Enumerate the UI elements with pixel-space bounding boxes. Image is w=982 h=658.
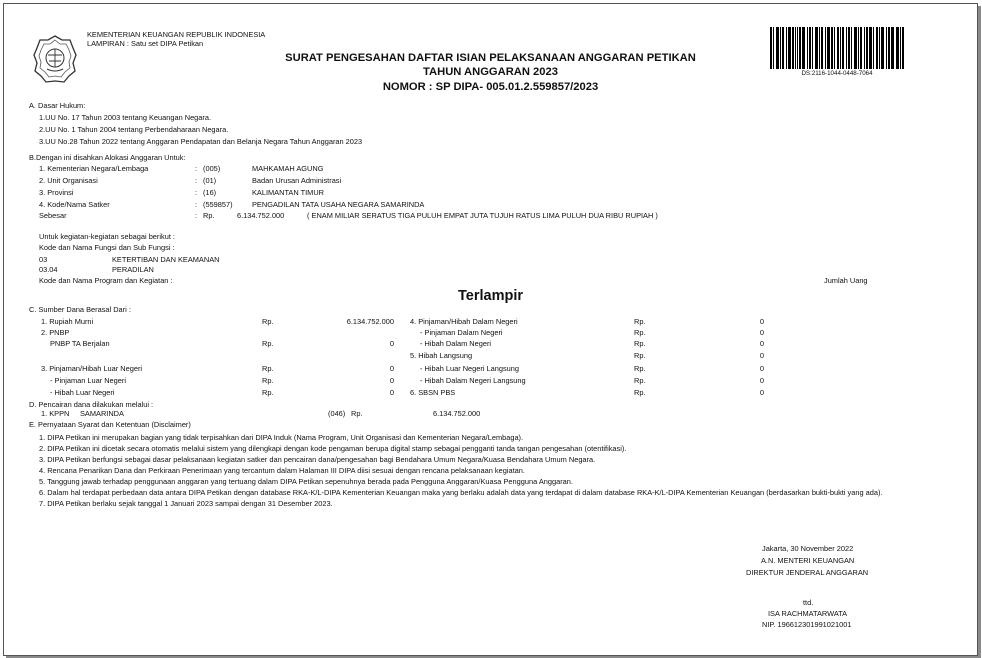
allocation-colon: : bbox=[195, 200, 198, 209]
fund-source-label: 2. PNBP bbox=[41, 328, 70, 337]
allocation-name: KALIMANTAN TIMUR bbox=[252, 188, 324, 197]
terlampir-text: Terlampir bbox=[458, 288, 524, 304]
allocation-name: PENGADILAN TATA USAHA NEGARA SAMARINDA bbox=[252, 200, 425, 209]
fund-source-rp: Rp. bbox=[634, 388, 646, 397]
disclaimer-item: 6. Dalam hal terdapat perbedaan data antara DIPA Petikan dengan database RKA-K/L-DIPA Kementerian Keuangan maka yang berlaku adalah data yang terdapat di dalam database RKA-K/L-DIPA Kementerian Keuangan (berdasarkan bukti-bukti yang ada). bbox=[39, 488, 883, 497]
ds-code: DS:2116-1044-0448-7064 bbox=[801, 70, 873, 77]
document-number: NOMOR : SP DIPA- 005.01.2.559857/2023 bbox=[382, 81, 599, 93]
fund-source-rp: Rp. bbox=[634, 317, 646, 326]
signature-place-date: Jakarta, 30 November 2022 bbox=[762, 544, 854, 553]
fund-source-label: 3. Pinjaman/Hibah Luar Negeri bbox=[41, 364, 143, 373]
disclaimer-item: 2. DIPA Petikan ini dicetak secara otomatis melalui sistem yang dilengkapi dengan kode pengaman berupa digital stamp sebagai pengganti tanda tangan pengesahan (otentifikasi). bbox=[39, 444, 627, 453]
fund-source-rp: Rp. bbox=[634, 376, 646, 385]
allocation-name: MAHKAMAH AGUNG bbox=[252, 164, 324, 173]
fund-source-rp: Rp. bbox=[634, 351, 646, 360]
fund-source-label: 5. Hibah Langsung bbox=[410, 351, 473, 360]
disclaimer-item: 4. Rencana Penarikan Dana dan Perkiraan Penerimaan yang tercantum dalam Halaman III DIPA diisi sesuai dengan rencana pelaksanaan kegiatan. bbox=[39, 466, 525, 475]
disclaimer-item: 3. DIPA Petikan berfungsi sebagai dasar pelaksanaan kegiatan satker dan pencairan dana/pengesahan bagi Bendahara Umum Negara/Kuasa Bendahara Umum Negara. bbox=[39, 455, 596, 464]
allocation-colon: : bbox=[195, 176, 198, 185]
sebesar-colon: : bbox=[195, 211, 198, 220]
section-a-item: 3.UU No.28 Tahun 2022 tentang Anggaran Pendapatan dan Belanja Negara Tahun Anggaran 2023 bbox=[39, 137, 363, 146]
fund-source-label: PNBP TA Berjalan bbox=[50, 339, 110, 348]
section-d-heading: D. Pencairan dana dilakukan melalui : bbox=[29, 400, 154, 409]
fund-source-label: - Hibah Luar Negeri Langsung bbox=[420, 364, 520, 373]
section-e-heading: E. Pernyataan Syarat dan Ketentuan (Disclaimer) bbox=[29, 420, 191, 429]
fund-source-label: 4. Pinjaman/Hibah Dalam Negeri bbox=[410, 317, 518, 326]
kppn-amount: 6.134.752.000 bbox=[433, 409, 481, 418]
fund-source-value: 0 bbox=[389, 364, 394, 373]
signature-name: ISA RACHMATARWATA bbox=[768, 609, 848, 618]
allocation-label: 2. Unit Organisasi bbox=[39, 176, 98, 185]
allocation-code: (01) bbox=[203, 176, 217, 185]
kegiatan-intro: Untuk kegiatan-kegiatan sebagai berikut : bbox=[39, 232, 175, 241]
section-b-heading: B.Dengan ini disahkan Alokasi Anggaran Untuk: bbox=[29, 153, 186, 162]
fund-source-value: 0 bbox=[389, 388, 394, 397]
fund-source-rp: Rp. bbox=[262, 376, 274, 385]
fund-source-label: 6. SBSN PBS bbox=[410, 388, 456, 397]
fund-source-value: 0 bbox=[389, 339, 394, 348]
fund-source-value: 0 bbox=[759, 388, 764, 397]
fund-source-label: - Pinjaman Dalam Negeri bbox=[420, 328, 503, 337]
fund-source-rp: Rp. bbox=[634, 364, 646, 373]
signature-ttd: ttd. bbox=[803, 598, 814, 607]
allocation-code: (005) bbox=[203, 164, 221, 173]
section-c-heading: C. Sumber Dana Berasal Dari : bbox=[29, 305, 131, 314]
sebesar-label: Sebesar bbox=[39, 211, 67, 220]
fungsi-name: KETERTIBAN DAN KEAMANAN bbox=[112, 255, 220, 264]
fund-source-value: 6.134.752.000 bbox=[346, 317, 394, 326]
section-a-item: 2.UU No. 1 Tahun 2004 tentang Perbendaharaan Negara. bbox=[39, 125, 229, 134]
allocation-label: 3. Provinsi bbox=[39, 188, 74, 197]
fund-source-value: 0 bbox=[759, 364, 764, 373]
fungsi-name: PERADILAN bbox=[112, 265, 154, 274]
allocation-name: Badan Urusan Administrasi bbox=[252, 176, 342, 185]
allocation-label: 1. Kementerian Negara/Lembaga bbox=[39, 164, 149, 173]
section-a-item: 1.UU No. 17 Tahun 2003 tentang Keuangan Negara. bbox=[39, 113, 212, 122]
attachment-note: LAMPIRAN : Satu set DIPA Petikan bbox=[87, 39, 204, 48]
fund-source-value: 0 bbox=[759, 339, 764, 348]
fund-source-label: - Pinjaman Luar Negeri bbox=[50, 376, 126, 385]
fund-source-value: 0 bbox=[389, 376, 394, 385]
document-title: SURAT PENGESAHAN DAFTAR ISIAN PELAKSANAAN ANGGARAN PETIKAN bbox=[285, 52, 696, 64]
fungsi-code: 03.04 bbox=[39, 265, 58, 274]
fund-source-rp: Rp. bbox=[634, 328, 646, 337]
fund-source-rp: Rp. bbox=[262, 364, 274, 373]
signature-position: DIREKTUR JENDERAL ANGGARAN bbox=[746, 568, 869, 577]
sebesar-words: ( ENAM MILIAR SERATUS TIGA PULUH EMPAT JUTA TUJUH RATUS LIMA PULUH DUA RIBU RUPIAH ) bbox=[307, 211, 658, 220]
program-label: Kode dan Nama Program dan Kegiatan : bbox=[39, 276, 173, 285]
fund-source-rp: Rp. bbox=[634, 339, 646, 348]
fund-source-label: 1. Rupiah Murni bbox=[41, 317, 94, 326]
kemenkeu-emblem-icon bbox=[33, 35, 77, 85]
section-a-heading: A. Dasar Hukum: bbox=[29, 101, 86, 110]
fund-source-label: - Hibah Luar Negeri bbox=[50, 388, 115, 397]
kppn-name: SAMARINDA bbox=[80, 409, 124, 418]
signature-an: A.N. MENTERI KEUANGAN bbox=[761, 556, 855, 565]
allocation-label: 4. Kode/Nama Satker bbox=[39, 200, 110, 209]
jumlah-uang-label: Jumlah Uang bbox=[824, 276, 868, 285]
fund-source-label: - Hibah Dalam Negeri bbox=[420, 339, 492, 348]
disclaimer-item: 1. DIPA Petikan ini merupakan bagian yang tidak terpisahkan dari DIPA Induk (Nama Program, Unit Organisasi dan Kementerian Negara/Lembaga). bbox=[39, 433, 524, 442]
kppn-rp: Rp. bbox=[351, 409, 363, 418]
fungsi-label: Kode dan Nama Fungsi dan Sub Fungsi : bbox=[39, 243, 175, 252]
fund-source-value: 0 bbox=[759, 351, 764, 360]
allocation-code: (559857) bbox=[203, 200, 233, 209]
kppn-code: (046) bbox=[328, 409, 346, 418]
kppn-label: 1. KPPN bbox=[41, 409, 70, 418]
disclaimer-item: 5. Tanggung jawab terhadap penggunaan anggaran yang tertuang dalam DIPA Petikan sepenuhnya berada pada Pengguna Anggaran/Kuasa Pengguna Anggaran. bbox=[39, 477, 573, 486]
fund-source-rp: Rp. bbox=[262, 317, 274, 326]
allocation-colon: : bbox=[195, 164, 198, 173]
fiscal-year-title: TAHUN ANGGARAN 2023 bbox=[423, 66, 558, 78]
ministry-name: KEMENTERIAN KEUANGAN REPUBLIK INDONESIA bbox=[87, 30, 266, 39]
fund-source-value: 0 bbox=[759, 328, 764, 337]
disclaimer-item: 7. DIPA Petikan berlaku sejak tanggal 1 Januari 2023 sampai dengan 31 Desember 2023. bbox=[39, 499, 333, 508]
barcode-icon bbox=[770, 27, 904, 69]
document-page bbox=[3, 3, 978, 656]
fungsi-code: 03 bbox=[39, 255, 48, 264]
signature-nip: NIP. 196612301991021001 bbox=[762, 620, 852, 629]
allocation-colon: : bbox=[195, 188, 198, 197]
allocation-code: (16) bbox=[203, 188, 217, 197]
sebesar-rp: Rp. bbox=[203, 211, 215, 220]
sebesar-amount: 6.134.752.000 bbox=[237, 211, 285, 220]
fund-source-value: 0 bbox=[759, 376, 764, 385]
fund-source-label: - Hibah Dalam Negeri Langsung bbox=[420, 376, 526, 385]
fund-source-value: 0 bbox=[759, 317, 764, 326]
fund-source-rp: Rp. bbox=[262, 388, 274, 397]
fund-source-rp: Rp. bbox=[262, 339, 274, 348]
